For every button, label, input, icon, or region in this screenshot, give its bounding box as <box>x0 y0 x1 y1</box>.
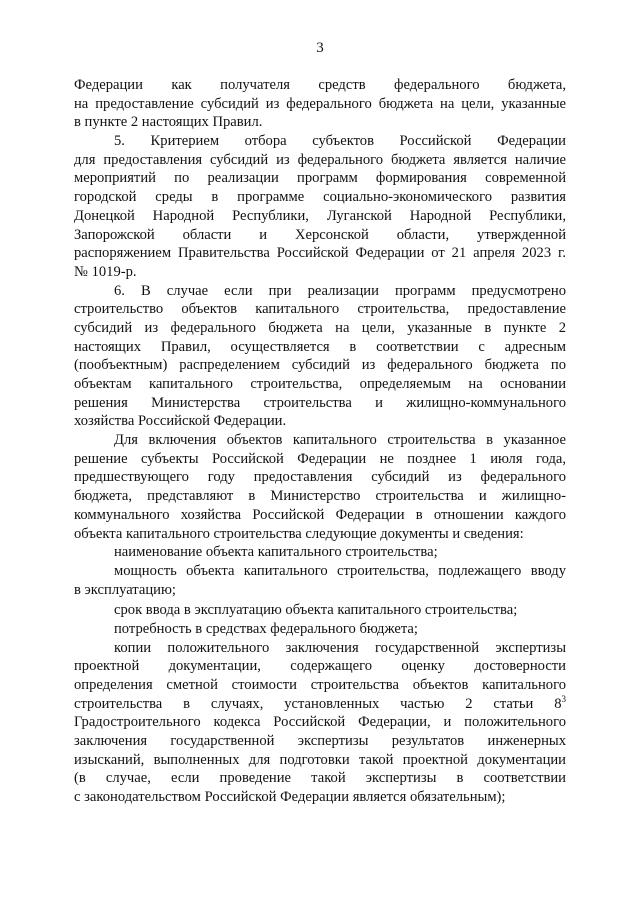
text-line: № 1019-р. <box>74 263 137 280</box>
page-number: 3 <box>316 40 324 56</box>
text-line: коммунального хозяйства Российской Федерации в отношении каждого <box>74 506 566 523</box>
text-line: изысканий, выполненных для подготовки такой проектной документации <box>74 751 566 768</box>
text-line: с законодательством Российской Федерации является обязательным); <box>74 789 506 806</box>
text-line: бюджета, представляют в Министерство строительства и жилищно- <box>74 488 566 505</box>
superscript: 3 <box>561 693 566 704</box>
text-line: Федерации как получателя средств федерального бюджета, <box>74 77 566 93</box>
list-item-funding: потребность в средствах федерального бюджета; <box>114 620 418 637</box>
text-line: настоящих Правил, осуществляется в соответствии с адресным <box>74 338 566 355</box>
text-line: Запорожской области и Херсонской области, утвержденной <box>74 226 566 243</box>
list-item-expertise-first-line: копии положительного заключения государственной экспертизы <box>114 639 566 656</box>
text-line: для предоставления субсидий из федерального бюджета является наличие <box>74 151 566 168</box>
text-line: на предоставление субсидий из федерального бюджета на цели, указанные <box>74 95 566 112</box>
list-item-deadline: срок ввода в эксплуатацию объекта капитального строительства; <box>114 602 518 619</box>
text-line: строительство объектов капитального строительства, предоставление <box>74 301 566 318</box>
text-line: хозяйства Российской Федерации. <box>74 413 287 430</box>
list-item-capacity: мощность объекта капитального строительства, подлежащего вводу <box>114 562 566 579</box>
text-line: субсидий из федерального бюджета на цели, указанные в пункте 2 <box>74 319 566 336</box>
text-line: объекта капитального строительства следующие документы и сведения: <box>74 525 524 542</box>
text-line: предшествующего году предоставления субсидий из федерального <box>74 469 566 486</box>
text-line: распоряжением Правительства Российской Федерации от 21 апреля 2023 г. <box>74 245 566 262</box>
text-line: Градостроительного кодекса Российской Федерации, и положительного <box>74 714 566 731</box>
text-line: решения Министерства строительства и жилищно-коммунального <box>74 394 566 411</box>
text-line: городской среды в программе социально-экономического развития <box>74 189 566 206</box>
text-line: (пообъектным) распределением субсидий из федерального бюджета по <box>74 357 566 374</box>
text-line: (в случае, если проведение такой экспертизы в соответствии <box>74 770 566 787</box>
document-body <box>74 76 566 807</box>
list-item-name: наименование объекта капитального строительства; <box>114 544 438 561</box>
text-line: решение субъекты Российской Федерации не позднее 1 июля года, <box>74 450 566 467</box>
text-line: заключения государственной экспертизы результатов инженерных <box>74 733 566 750</box>
paragraph-5-first-line: 5. Критерием отбора субъектов Российской Федерации <box>114 133 566 150</box>
text-line: Донецкой Народной Республики, Луганской Народной Республики, <box>74 207 566 224</box>
paragraph-first-line: Для включения объектов капитального строительства в указанное <box>114 432 566 449</box>
text-line: объектам капитального строительства, определяемым на основании <box>74 376 566 392</box>
paragraph-6-first-line: 6. В случае если при реализации программ предусмотрено <box>114 282 566 299</box>
text-line-with-superscript <box>74 695 566 714</box>
text-line: проектной документации, содержащего оценку достоверности <box>74 658 566 675</box>
text-fragment: строительства в случаях, установленных частью 2 статьи 8 <box>74 695 562 712</box>
text-line: в эксплуатацию; <box>74 581 176 598</box>
text-line: мероприятий по реализации программ формирования современной <box>74 170 566 187</box>
text-line: в пункте 2 настоящих Правил. <box>74 114 263 131</box>
text-line: определения сметной стоимости строительства объектов капитального <box>74 677 566 693</box>
